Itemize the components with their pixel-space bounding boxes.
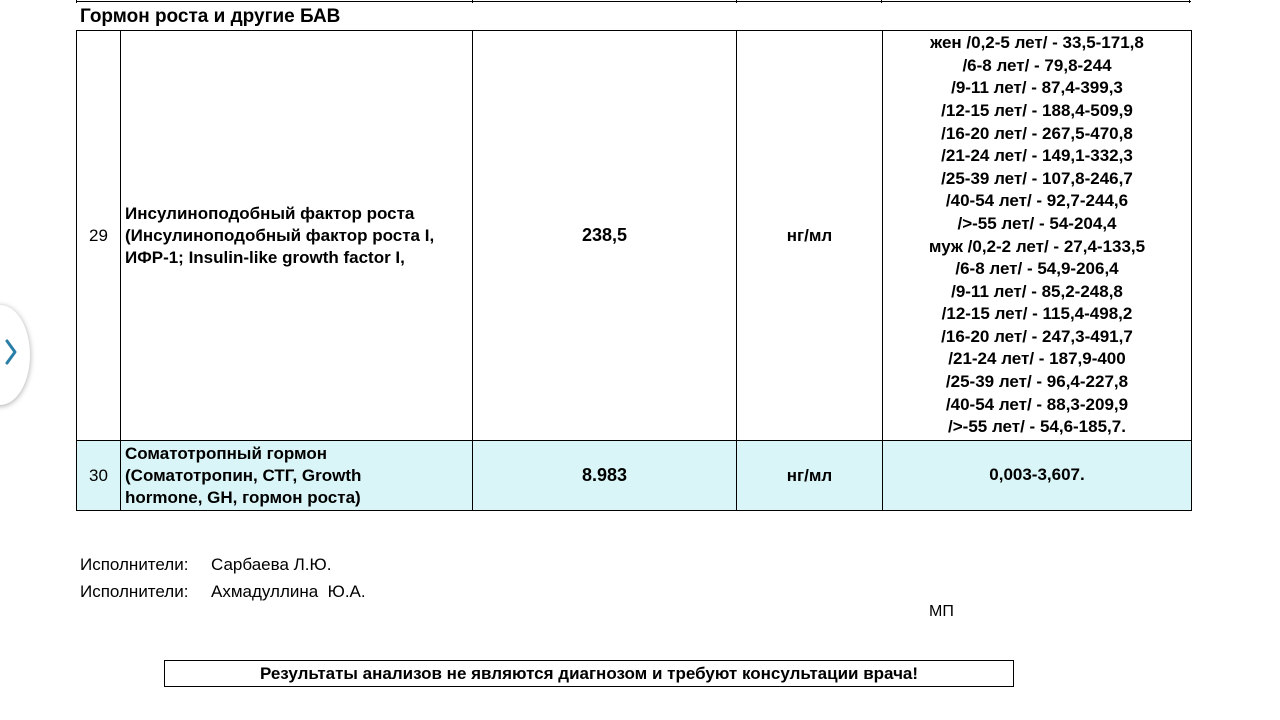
test-name-line: (Инсулиноподобный фактор роста I,: [125, 225, 435, 245]
reference-line: />-55 лет/ - 54,6-185,7.: [948, 417, 1126, 437]
reference-line: /12-15 лет/ - 115,4-498,2: [941, 304, 1133, 324]
previous-table-edge: [76, 0, 1191, 3]
results-table: [76, 30, 1192, 511]
reference-line: 0,003-3,607.: [989, 465, 1085, 485]
executor-line: [80, 551, 366, 578]
reference-line: /21-24 лет/ - 149,1-332,3: [941, 146, 1133, 166]
table-row: [77, 31, 1192, 441]
reference-line: />-55 лет/ - 54-204,4: [957, 213, 1117, 233]
reference-line: /16-20 лет/ - 267,5-470,8: [941, 123, 1133, 143]
reference-range: [883, 31, 1192, 441]
executor-name: Сарбаева Л.Ю.: [211, 555, 332, 574]
test-name-line: (Соматотропин, СТГ, Growth: [125, 465, 362, 485]
stamp-mark: МП: [929, 603, 954, 620]
reference-line: муж /0,2-2 лет/ - 27,4-133,5: [928, 236, 1146, 256]
disclaimer-box: Результаты анализов не являются диагнозом и требуют консультации врача!: [164, 660, 1014, 687]
result-value: 238,5: [473, 31, 737, 441]
test-name: [121, 31, 473, 441]
result-unit: нг/мл: [737, 31, 883, 441]
reference-line: /12-15 лет/ - 188,4-509,9: [941, 100, 1133, 120]
test-name-line: ИФР-1; Insulin-like growth factor I,: [125, 247, 405, 267]
executor-label: Исполнители:: [80, 555, 189, 574]
reference-line: /40-54 лет/ - 88,3-209,9: [945, 394, 1129, 414]
reference-line: /21-24 лет/ - 187,9-400: [948, 349, 1126, 369]
chevron-right-icon: [4, 337, 18, 367]
test-name-line: Соматотропный гормон: [125, 443, 328, 463]
side-page-tab[interactable]: [0, 305, 30, 405]
reference-line: /25-39 лет/ - 107,8-246,7: [941, 168, 1133, 188]
reference-range: [883, 441, 1192, 511]
reference-line: /40-54 лет/ - 92,7-244,6: [945, 191, 1129, 211]
test-name-line: hormone, GH, гормон роста): [125, 487, 361, 507]
executor-line: [80, 578, 366, 605]
executor-name: Ахмадуллина Ю.А.: [211, 582, 366, 601]
test-name: [121, 441, 473, 511]
row-number: 30: [77, 441, 121, 511]
reference-line: /9-11 лет/ - 85,2-248,8: [951, 281, 1123, 301]
result-value: 8.983: [473, 441, 737, 511]
reference-line: жен /0,2-5 лет/ - 33,5-171,8: [930, 33, 1144, 53]
reference-line: /16-20 лет/ - 247,3-491,7: [941, 326, 1133, 346]
table-row: [77, 441, 1192, 511]
executors-block: [80, 551, 366, 605]
reference-line: /9-11 лет/ - 87,4-399,3: [951, 78, 1123, 98]
executor-label: Исполнители:: [80, 582, 189, 601]
row-number: 29: [77, 31, 121, 441]
reference-line: /6-8 лет/ - 54,9-206,4: [955, 259, 1119, 279]
test-name-line: Инсулиноподобный фактор роста: [125, 203, 415, 223]
reference-line: /25-39 лет/ - 96,4-227,8: [945, 372, 1129, 392]
section-title: Гормон роста и другие БАВ: [80, 6, 341, 27]
result-unit: нг/мл: [737, 441, 883, 511]
reference-line: /6-8 лет/ - 79,8-244: [962, 55, 1112, 75]
